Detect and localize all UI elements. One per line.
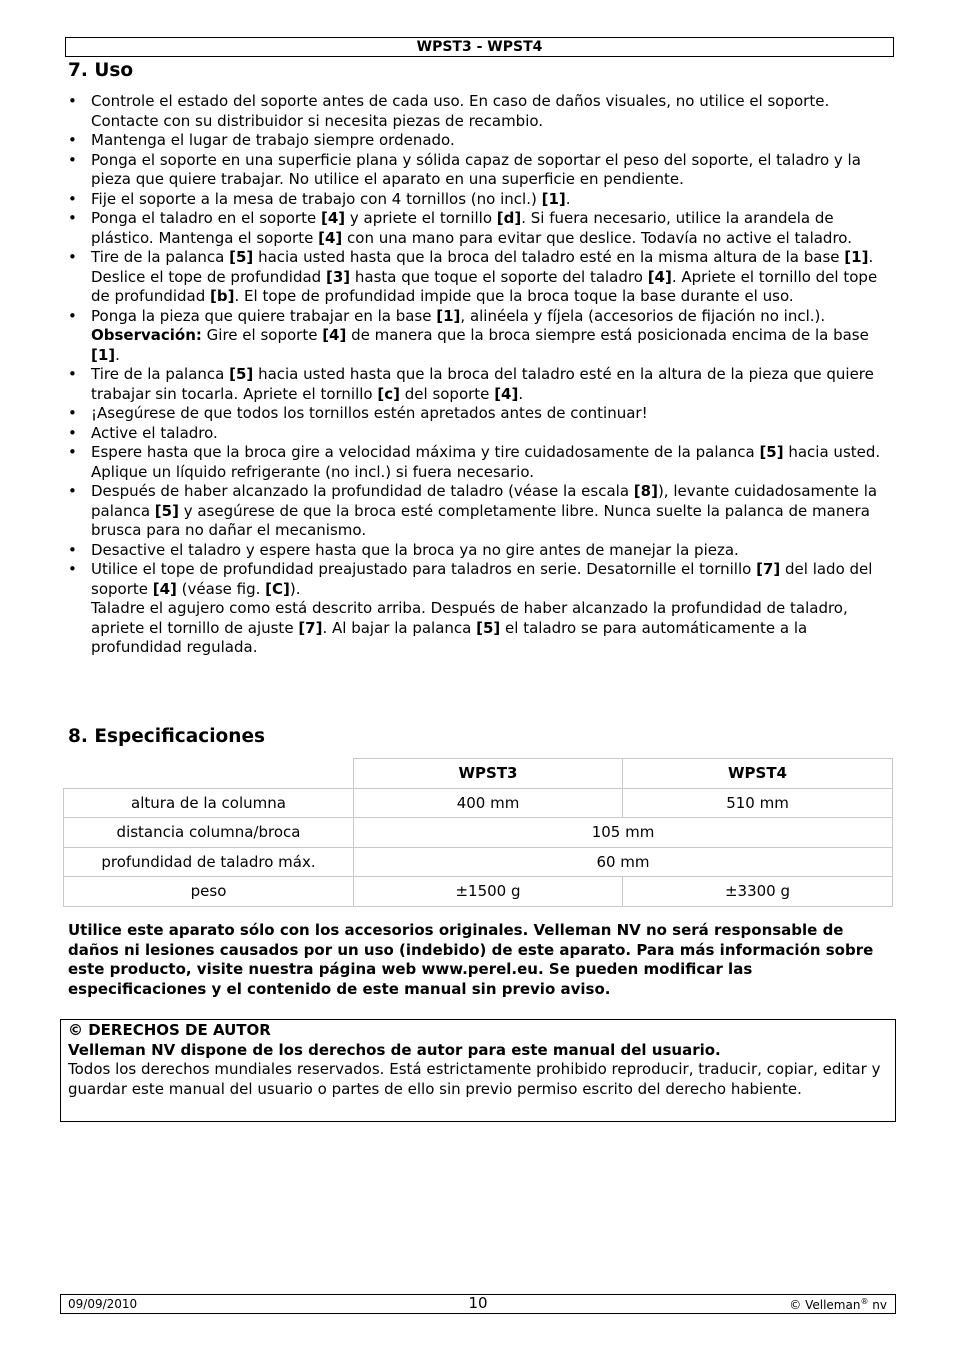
bold-reference: [1] xyxy=(91,345,116,364)
text-segment: Tire de la palanca xyxy=(91,365,230,383)
row-label: peso xyxy=(64,877,354,907)
list-item xyxy=(68,248,888,307)
text-segment: ), levante cuidadosamente la palanca xyxy=(91,482,878,520)
text-segment: . xyxy=(518,384,524,403)
text-segment: Ponga el taladro en el soporte xyxy=(91,209,321,227)
text-segment: Utilice el tope de profundidad preajustado para taladros en serie. Desatornille el tornillo xyxy=(91,560,757,578)
text-segment: hasta que toque el soporte del taladro xyxy=(350,267,648,286)
text-segment: del soporte xyxy=(399,384,495,403)
text-segment: Gire el soporte xyxy=(201,326,323,344)
list-item xyxy=(68,560,888,658)
list-item-text xyxy=(91,443,888,482)
cell-value: 60 mm xyxy=(354,847,893,877)
row-label: distancia columna/broca xyxy=(64,818,354,848)
text-segment: de manera que la broca siempre está posicionada encima de la base xyxy=(346,326,869,344)
text-segment: Ponga la pieza que quiere trabajar en la base xyxy=(91,306,437,325)
bold-reference: [1] xyxy=(541,189,566,208)
bold-reference: [7] xyxy=(298,618,323,637)
uso-instructions-list xyxy=(68,92,888,658)
list-item xyxy=(68,209,888,248)
list-item xyxy=(68,131,888,151)
text-segment: Desactive el taladro y espere hasta que la broca ya no gire antes de manejar la pieza. xyxy=(91,540,739,559)
text-segment: ). xyxy=(289,579,301,598)
text-segment: . El tope de profundidad impide que la broca toque la base durante el uso. xyxy=(234,287,794,305)
bold-reference: [4] xyxy=(322,326,347,344)
row-label: profundidad de taladro máx. xyxy=(64,847,354,877)
registered-mark: ® xyxy=(860,1297,869,1306)
list-item xyxy=(68,482,888,541)
bold-reference: [4] xyxy=(152,579,177,598)
text-segment: Active el taladro. xyxy=(91,423,218,442)
text-segment: el taladro se para automáticamente a la profundidad regulada. xyxy=(91,618,808,656)
text-segment: Después de haber alcanzado la profundidad de taladro (véase la escala xyxy=(91,482,634,500)
list-item-text xyxy=(91,424,888,444)
text-segment: . Deslice el tope de profundidad xyxy=(91,248,874,286)
list-item xyxy=(68,307,888,366)
copyright-subtitle: Velleman NV dispone de los derechos de autor para este manual del usuario. xyxy=(68,1040,721,1059)
column-header-wpst4: WPST4 xyxy=(623,759,893,789)
page-footer xyxy=(60,1294,896,1314)
document-header: WPST3 - WPST4 xyxy=(65,37,894,57)
text-segment: . Al bajar la palanca xyxy=(322,618,477,637)
list-item-text xyxy=(91,92,888,131)
column-header-wpst3: WPST3 xyxy=(354,759,623,789)
list-item-text xyxy=(91,151,888,190)
list-item-text xyxy=(91,482,888,541)
text-segment: . Apriete el tornillo del tope de profundidad xyxy=(91,267,878,305)
text-segment: Taladre el agujero como está descrito arriba. Después de haber alcanzado la profundidad de taladro, apriete el tornillo de ajuste xyxy=(91,599,848,637)
list-item xyxy=(68,365,888,404)
copyright-box xyxy=(60,1019,896,1122)
table-row xyxy=(64,877,893,907)
list-item xyxy=(68,424,888,444)
text-segment: , alinéela y fíjela (accesorios de fijación no incl.). xyxy=(460,306,826,325)
list-item xyxy=(68,190,888,210)
text-segment: Tire de la palanca xyxy=(91,248,230,266)
text-segment: . Si fuera necesario, utilice la arandela de plástico. Mantenga el soporte xyxy=(91,209,834,247)
cell-value: 400 mm xyxy=(354,788,623,818)
table-header-row xyxy=(64,759,893,789)
list-item-text xyxy=(91,560,888,599)
bold-reference: Observación: xyxy=(91,326,202,344)
text-segment: Fije el soporte a la mesa de trabajo con 4 tornillos (no incl.) xyxy=(91,189,542,208)
list-item xyxy=(68,92,888,131)
list-item xyxy=(68,443,888,482)
cell-value: 105 mm xyxy=(354,818,893,848)
bold-reference: [5] xyxy=(759,443,784,461)
list-item-text xyxy=(91,365,888,404)
page-number: 10 xyxy=(468,1294,488,1312)
text-segment: ¡Asegúrese de que todos los tornillos estén apretados antes de continuar! xyxy=(91,404,648,422)
bold-reference: [1] xyxy=(436,306,461,325)
section-title-uso: 7. Uso xyxy=(68,60,134,81)
text-segment: Controle el estado del soporte antes de cada uso. En caso de daños visuales, no utilice el soporte. Contacte con su distribuidor si necesita piezas de recambio. xyxy=(91,92,830,130)
cell-value: ±3300 g xyxy=(623,877,893,907)
cell-value: ±1500 g xyxy=(354,877,623,907)
table-corner-cell xyxy=(64,759,354,789)
list-item-text xyxy=(91,131,888,151)
text-segment: . xyxy=(565,189,571,208)
section-title-especificaciones: 8. Especificaciones xyxy=(68,726,265,747)
copyright-title: © DERECHOS DE AUTOR xyxy=(68,1021,271,1039)
list-item-extra-text xyxy=(91,326,888,365)
list-item xyxy=(68,541,888,561)
bold-reference: [5] xyxy=(154,501,179,520)
text-segment: Espere hasta que la broca gire a velocidad máxima y tire cuidadosamente de la palanca xyxy=(91,443,760,461)
cell-value: 510 mm xyxy=(623,788,893,818)
list-item-text xyxy=(91,190,888,210)
list-item-text xyxy=(91,307,888,327)
table-row xyxy=(64,847,893,877)
table-row xyxy=(64,788,893,818)
bold-reference: [C] xyxy=(265,579,290,598)
list-item-text xyxy=(91,404,888,424)
text-segment: con una mano para evitar que deslice. Todavía no active el taladro. xyxy=(342,228,852,247)
disclaimer-paragraph: Utilice este aparato sólo con los accesorios originales. Velleman NV no será responsable de daños ni lesiones causados por un uso (indebido) de este aparato. Para más información sobre este producto, visite nuestra página web www.perel.eu. Se pueden modificar las especificaciones y el contenido de este manual sin previo aviso. xyxy=(68,921,874,999)
list-item-text xyxy=(91,248,888,307)
bold-reference: [4] xyxy=(647,267,672,286)
brand-suffix: nv xyxy=(868,1298,887,1312)
bold-reference: [5] xyxy=(476,618,501,637)
brand-name: © Velleman xyxy=(789,1298,861,1312)
text-segment: y apriete el tornillo xyxy=(345,209,497,227)
bold-reference: [4] xyxy=(320,209,346,227)
text-segment: (véase fig. xyxy=(176,579,266,598)
list-item xyxy=(68,151,888,190)
text-segment: hacia usted hasta que la broca del taladro esté en la altura de la pieza que quiere trabajar sin tocarla. Apriete el tornillo xyxy=(91,365,874,403)
list-item-text xyxy=(91,541,888,561)
text-segment: Ponga el soporte en una superficie plana y sólida capaz de soportar el peso del soporte, el taladro y la pieza que quiere trabajar. No utilice el aparato en una superficie en pendiente. xyxy=(91,150,861,188)
bold-reference: [3] xyxy=(325,267,351,286)
row-label: altura de la columna xyxy=(64,788,354,818)
list-item-text xyxy=(91,209,888,248)
table-row xyxy=(64,818,893,848)
text-segment: hacia usted hasta que la broca del taladro esté en la misma altura de la base xyxy=(253,248,845,266)
footer-date: 09/09/2010 xyxy=(68,1297,138,1311)
specifications-table xyxy=(63,758,893,907)
bold-reference: [d] xyxy=(496,209,522,227)
bold-reference: [4] xyxy=(318,228,343,247)
copyright-body: Todos los derechos mundiales reservados. Está estrictamente prohibido reproducir, traducir, copiar, editar y guardar este manual del usuario o partes de ello sin previo permiso escrito del derecho habiente. xyxy=(68,1060,881,1099)
bold-reference: [7] xyxy=(756,560,781,578)
bold-reference: [b] xyxy=(210,287,235,305)
bold-reference: [8] xyxy=(633,482,658,500)
bold-reference: [c] xyxy=(377,384,400,403)
text-segment: Mantenga el lugar de trabajo siempre ordenado. xyxy=(91,131,455,149)
bold-reference: [1] xyxy=(844,248,869,266)
text-segment: hacia usted. Aplique un líquido refrigerante (no incl.) si fuera necesario. xyxy=(91,443,881,481)
list-item xyxy=(68,404,888,424)
bold-reference: [5] xyxy=(229,248,254,266)
bold-reference: [4] xyxy=(494,384,519,403)
text-segment: y asegúrese de que la broca esté completamente libre. Nunca suelte la palanca de manera brusca para no dañar el mecanismo. xyxy=(91,501,870,539)
footer-brand xyxy=(789,1297,887,1312)
bold-reference: [5] xyxy=(229,365,254,383)
text-segment: del lado del soporte xyxy=(91,560,873,598)
list-item-extra-text xyxy=(91,599,888,658)
text-segment: . xyxy=(115,345,120,364)
